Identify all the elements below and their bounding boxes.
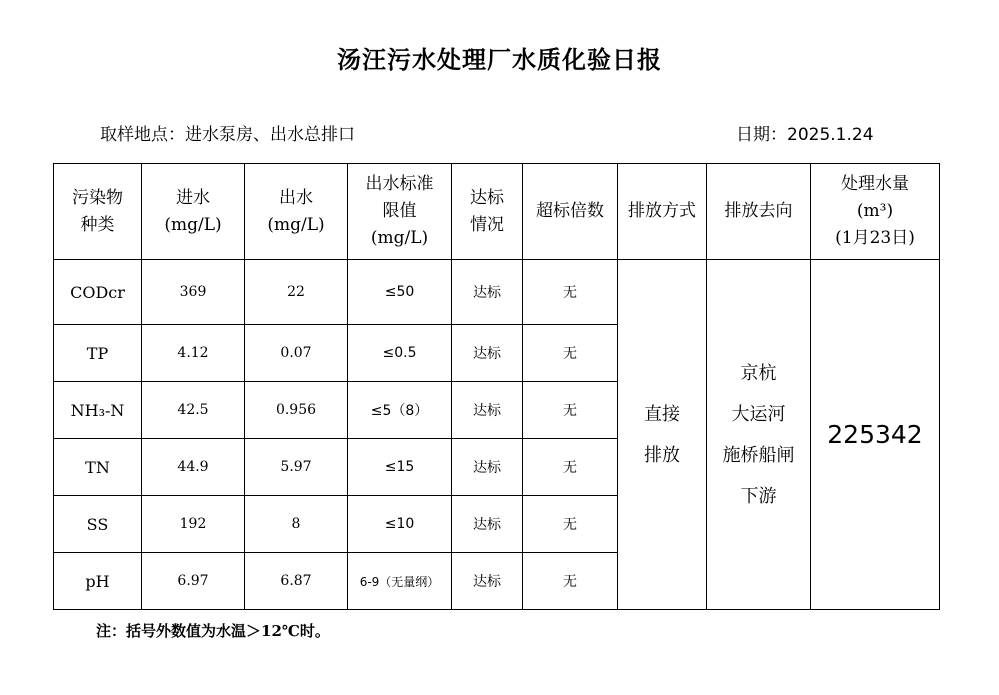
inflow-value: 44.9 — [142, 439, 245, 496]
header-line: (mg/L) — [267, 214, 325, 235]
pollutant-name: CODcr — [54, 260, 142, 325]
header-line: 限值 — [382, 201, 417, 221]
header-outflow — [245, 164, 348, 260]
compliance-status: 达标 — [452, 382, 523, 439]
compliance-status: 达标 — [452, 260, 523, 325]
table-body — [54, 260, 940, 610]
header-inflow — [142, 164, 245, 260]
pollutant-name: TN — [54, 439, 142, 496]
header-line: (mg/L) — [164, 214, 222, 235]
outflow-value: 5.97 — [245, 439, 348, 496]
limit-value: ≤5（8） — [348, 382, 452, 439]
compliance-status: 达标 — [452, 496, 523, 553]
exceed-value: 无 — [523, 496, 618, 553]
inflow-value: 4.12 — [142, 325, 245, 382]
header-discharge-destination — [707, 164, 811, 260]
outflow-value: 0.956 — [245, 382, 348, 439]
exceed-value: 无 — [523, 439, 618, 496]
water-quality-table — [53, 163, 940, 610]
outflow-value: 22 — [245, 260, 348, 325]
exceed-value: 无 — [523, 382, 618, 439]
pollutant-name: pH — [54, 553, 142, 610]
footnote: 注：括号外数值为水温＞12℃时。 — [96, 622, 330, 640]
header-line: 出水标准 — [365, 174, 434, 194]
limit-value: ≤15 — [348, 439, 452, 496]
header-line: 污染物 — [72, 187, 123, 208]
discharge-method-line: 直接 — [644, 403, 680, 425]
outflow-value: 0.07 — [245, 325, 348, 382]
report-title: 汤汪污水处理厂水质化验日报 — [337, 46, 662, 74]
outflow-value: 8 — [245, 496, 348, 553]
outflow-value: 6.87 — [245, 553, 348, 610]
header-line: 处理水量 — [841, 174, 909, 194]
pollutant-name: NH₃-N — [54, 382, 142, 439]
report-date: 日期：2025.1.24 — [736, 125, 874, 145]
table-header-row — [54, 164, 940, 260]
discharge-destination-line: 京杭 — [740, 362, 777, 384]
inflow-value: 369 — [142, 260, 245, 325]
header-outflow-limit — [348, 164, 452, 260]
header-line: 种类 — [80, 214, 115, 235]
inflow-value: 42.5 — [142, 382, 245, 439]
sampling-location: 取样地点：进水泵房、出水总排口 — [100, 125, 355, 145]
pollutant-name: SS — [54, 496, 142, 553]
exceed-value: 无 — [523, 325, 618, 382]
limit-value: ≤50 — [348, 260, 452, 325]
header-line: 达标 — [470, 187, 504, 208]
limit-value: 6-9（无量纲） — [348, 553, 452, 610]
header-line: (1月23日) — [835, 228, 915, 248]
compliance-status: 达标 — [452, 553, 523, 610]
inflow-value: 192 — [142, 496, 245, 553]
pollutant-name: TP — [54, 325, 142, 382]
header-line: 排放去向 — [724, 201, 793, 221]
header-compliance — [452, 164, 523, 260]
limit-value: ≤10 — [348, 496, 452, 553]
header-treated-volume — [811, 164, 940, 260]
discharge-destination-line: 下游 — [740, 485, 777, 507]
header-line: 出水 — [279, 187, 313, 208]
header-pollutant-type — [54, 164, 142, 260]
discharge-destination-line: 施桥船闸 — [722, 444, 795, 466]
header-line: (mg/L) — [370, 228, 429, 248]
exceed-value: 无 — [523, 260, 618, 325]
discharge-method-line: 排放 — [644, 444, 680, 466]
header-line: 排放方式 — [628, 201, 696, 221]
header-exceed-multiple — [523, 164, 618, 260]
discharge-destination-cell — [707, 260, 811, 610]
treated-volume-value: 225342 — [811, 260, 940, 610]
header-discharge-method — [618, 164, 707, 260]
inflow-value: 6.97 — [142, 553, 245, 610]
exceed-value: 无 — [523, 553, 618, 610]
discharge-method-cell — [618, 260, 707, 610]
compliance-status: 达标 — [452, 325, 523, 382]
limit-value: ≤0.5 — [348, 325, 452, 382]
table-row — [54, 260, 940, 325]
header-line: 超标倍数 — [536, 201, 604, 221]
compliance-status: 达标 — [452, 439, 523, 496]
header-line: (m³) — [856, 201, 894, 221]
discharge-destination-line: 大运河 — [731, 403, 786, 425]
header-line: 情况 — [470, 214, 504, 235]
header-line: 进水 — [176, 187, 210, 208]
